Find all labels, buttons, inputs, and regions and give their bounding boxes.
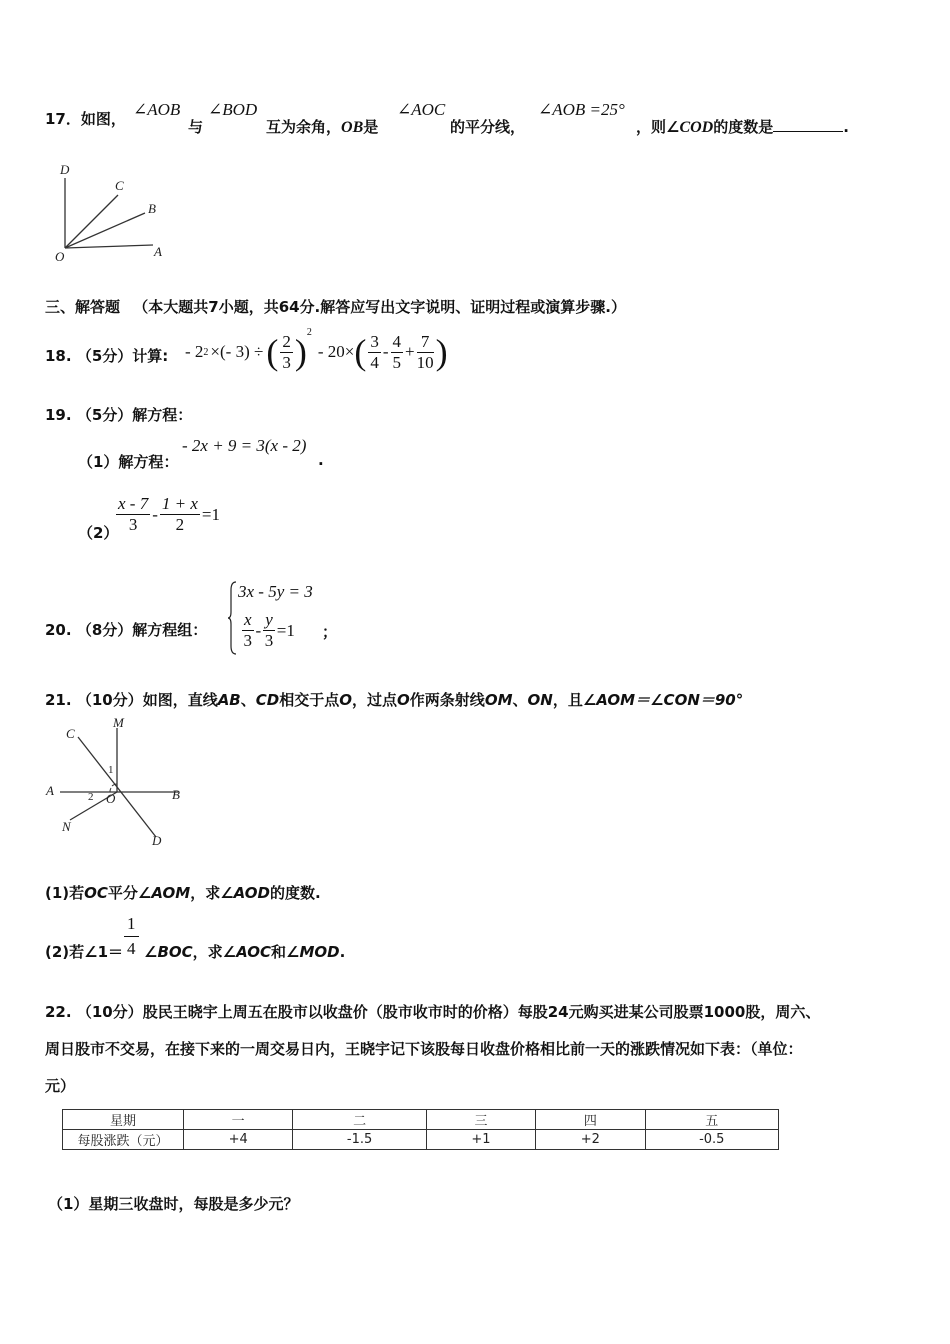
fraction xyxy=(116,494,150,535)
paren-left: ( xyxy=(266,332,279,372)
q21-sub2-fraction xyxy=(124,912,139,961)
expr-part: ×(- 3) ÷ xyxy=(210,342,264,361)
text: 、 xyxy=(512,691,528,709)
q17-text xyxy=(636,116,849,137)
fraction xyxy=(417,332,434,373)
text: 1 xyxy=(97,943,109,961)
equals: =1 xyxy=(276,620,295,640)
text: ，且∠ xyxy=(552,691,597,709)
q19-label xyxy=(45,404,192,425)
fraction xyxy=(242,610,254,651)
text: 作两条射线 xyxy=(409,691,485,709)
text: 如图，直线 xyxy=(142,691,218,709)
text: O xyxy=(397,691,410,709)
text: 平分∠ xyxy=(107,884,152,902)
denominator: 3 xyxy=(282,352,291,372)
operator: + xyxy=(405,342,415,361)
text: ON xyxy=(527,691,553,709)
q19-sub2-label: （2） xyxy=(78,524,119,542)
table-row xyxy=(63,1130,779,1150)
text: BOC xyxy=(157,943,193,961)
denominator: 5 xyxy=(392,352,401,372)
q17-text-part: 互为余角， xyxy=(266,118,342,136)
text: 和∠ xyxy=(271,943,300,961)
q20-label-text: 解方程组： xyxy=(132,621,208,639)
denominator: 10 xyxy=(416,352,434,372)
q18-label-text: 计算: xyxy=(132,347,169,365)
expr-part: - 20× xyxy=(317,342,355,361)
numerator: 4 xyxy=(392,331,401,351)
text: 、 xyxy=(240,691,256,709)
label-a: A xyxy=(46,783,54,798)
q17-text-part: ，则∠ xyxy=(636,118,680,136)
table-header-cell: 星期 xyxy=(63,1110,184,1130)
denominator: 3 xyxy=(264,631,274,650)
numerator: y xyxy=(265,610,273,629)
q17-text xyxy=(266,116,378,137)
q22-number: 22. xyxy=(45,1003,72,1021)
q17-text-part: 是 xyxy=(363,118,379,136)
fraction xyxy=(160,494,200,535)
paren-right: ) xyxy=(294,332,307,372)
label-d: D xyxy=(60,162,70,177)
label-c: C xyxy=(115,178,124,193)
text: AOM＝∠CON＝90° xyxy=(596,691,744,709)
text: OM xyxy=(484,691,513,709)
q18-label xyxy=(45,345,168,366)
table-header-cell: 一 xyxy=(184,1110,293,1130)
label-angle-2: 2 xyxy=(88,791,94,803)
operator: - xyxy=(152,504,158,524)
denominator: 3 xyxy=(243,631,253,650)
operator: - xyxy=(255,620,262,640)
label-n: N xyxy=(62,819,71,834)
text: (1)若 xyxy=(45,884,85,902)
denominator: 4 xyxy=(370,352,379,372)
q17-text: 如图， xyxy=(80,110,126,128)
label-a: A xyxy=(154,244,162,259)
q17-text: 与 xyxy=(188,118,204,136)
text: ，求∠ xyxy=(192,943,237,961)
numerator: x - 7 xyxy=(118,494,149,513)
table-cell: -1.5 xyxy=(293,1130,426,1150)
fraction xyxy=(368,332,381,373)
table-row-label: 每股涨跌（元） xyxy=(63,1130,184,1150)
equals: =1 xyxy=(201,504,221,524)
q20-equation-2 xyxy=(240,610,295,651)
section-note: （本大题共7小题，共64分.解答应写出文字说明、证明过程或演算步骤.） xyxy=(133,298,626,316)
label-o: O xyxy=(106,791,116,806)
q19-points: （5分） xyxy=(76,406,133,424)
q17-text-part: 的度数是 xyxy=(713,118,774,136)
label-b: B xyxy=(148,201,156,216)
q20-end: ； xyxy=(322,623,338,641)
q21-sub1 xyxy=(45,882,321,903)
q20-label xyxy=(45,619,207,640)
label-o: O xyxy=(55,249,65,264)
q20-number: 20. xyxy=(45,621,72,639)
system-brace xyxy=(228,580,238,656)
q17-line xyxy=(45,108,126,129)
denominator: 3 xyxy=(128,515,138,534)
numerator: 3 xyxy=(370,331,379,351)
table-row xyxy=(63,1110,779,1130)
text: 的度数. xyxy=(270,884,321,902)
fraction xyxy=(391,332,404,373)
text: . xyxy=(339,943,346,961)
numerator: 2 xyxy=(282,331,291,351)
section-3-heading xyxy=(45,296,626,317)
text: OC xyxy=(84,884,108,902)
q19-sub1-label: （1）解方程： xyxy=(78,453,179,471)
fraction xyxy=(263,610,275,651)
text: 相交于点 xyxy=(279,691,340,709)
fraction xyxy=(280,332,293,373)
text: AOC xyxy=(236,943,272,961)
text: AOD xyxy=(233,884,271,902)
q18-points: （5分） xyxy=(76,347,133,365)
q21-text xyxy=(45,689,743,710)
table-cell: +1 xyxy=(426,1130,535,1150)
q17-angle-aob: ∠AOB xyxy=(133,100,181,119)
q17-angle-aoc: ∠AOC xyxy=(397,100,446,119)
section-title: 三、解答题 xyxy=(45,298,121,316)
q17-cod: COD xyxy=(679,119,714,136)
exponent: 2 xyxy=(203,346,209,358)
q17-text-part: . xyxy=(843,118,849,136)
numerator: x xyxy=(244,610,252,629)
text: ，求∠ xyxy=(190,884,234,902)
q17-figure xyxy=(50,158,180,268)
exponent: 2 xyxy=(306,327,312,338)
numerator: 1 xyxy=(124,912,139,937)
label-d: D xyxy=(152,833,162,848)
text: CD xyxy=(255,691,280,709)
q19-label-text: 解方程： xyxy=(132,406,193,424)
table-header-cell: 四 xyxy=(536,1110,645,1130)
text: ∠ xyxy=(144,943,158,961)
paren-left: ( xyxy=(354,332,367,372)
table-cell: +4 xyxy=(184,1130,293,1150)
label-c: C xyxy=(66,726,75,741)
text: MOD xyxy=(299,943,340,961)
q21-sub2-end xyxy=(144,941,345,962)
q22-line-1 xyxy=(45,1001,820,1022)
table-header-cell: 五 xyxy=(645,1110,778,1130)
expr-part: - 2 xyxy=(185,342,204,361)
text: AB xyxy=(217,691,241,709)
label-m: M xyxy=(113,715,124,730)
q21-figure xyxy=(40,712,200,852)
table-header-cell: 二 xyxy=(293,1110,426,1130)
q18-expression xyxy=(185,327,448,377)
text: ＝ xyxy=(108,943,124,961)
q22-line-2: 周日股市不交易，在接下来的一周交易日内，王晓宇记下该股每日收盘价格相比前一天的涨跌情况如下表：（单位： xyxy=(45,1040,803,1058)
q22-sub1: （1）星期三收盘时，每股是多少元？ xyxy=(48,1195,299,1213)
q20-points: （8分） xyxy=(76,621,133,639)
denominator: 2 xyxy=(175,515,185,534)
q21-points: （10分） xyxy=(76,691,143,709)
answer-blank xyxy=(773,117,843,132)
table-header-cell: 三 xyxy=(426,1110,535,1130)
q17-number: 17． xyxy=(45,110,81,128)
q18-number: 18. xyxy=(45,347,72,365)
label-b: B xyxy=(172,787,180,802)
q22-line-3: 元） xyxy=(45,1077,76,1095)
q17-angle-bod: ∠BOD xyxy=(208,100,258,119)
operator: - xyxy=(382,342,389,361)
text: ，过点 xyxy=(352,691,398,709)
label-angle-1: 1 xyxy=(108,764,114,776)
q17-angle-aob-value: ∠AOB =25° xyxy=(538,100,625,119)
stock-change-table xyxy=(62,1109,779,1150)
text: 股民王晓宇上周五在股市以收盘价（股市收市时的价格）每股24元购买进某公司股票1000股，周六、 xyxy=(142,1003,821,1021)
q19-number: 19. xyxy=(45,406,72,424)
q22-points: （10分） xyxy=(76,1003,143,1021)
q19-sub1-equation: - 2x + 9 = 3(x - 2) xyxy=(182,436,307,455)
numerator: 7 xyxy=(417,332,434,353)
text: O xyxy=(339,691,353,709)
table-cell: +2 xyxy=(536,1130,645,1150)
text: AOM xyxy=(151,884,191,902)
q19-sub1-end: . xyxy=(318,451,324,469)
numerator: 1 + x xyxy=(161,494,198,513)
q21-number: 21. xyxy=(45,691,72,709)
q21-sub2-start xyxy=(45,941,123,962)
table-cell: -0.5 xyxy=(645,1130,778,1150)
text: (2)若∠ xyxy=(45,943,98,961)
q17-ob: OB xyxy=(341,119,364,136)
denominator: 4 xyxy=(127,939,136,958)
q20-equation-1: 3x - 5y = 3 xyxy=(238,582,313,601)
q19-sub2-equation xyxy=(114,494,220,535)
q17-text: 的平分线， xyxy=(450,118,526,136)
paren-right: ) xyxy=(435,332,448,372)
